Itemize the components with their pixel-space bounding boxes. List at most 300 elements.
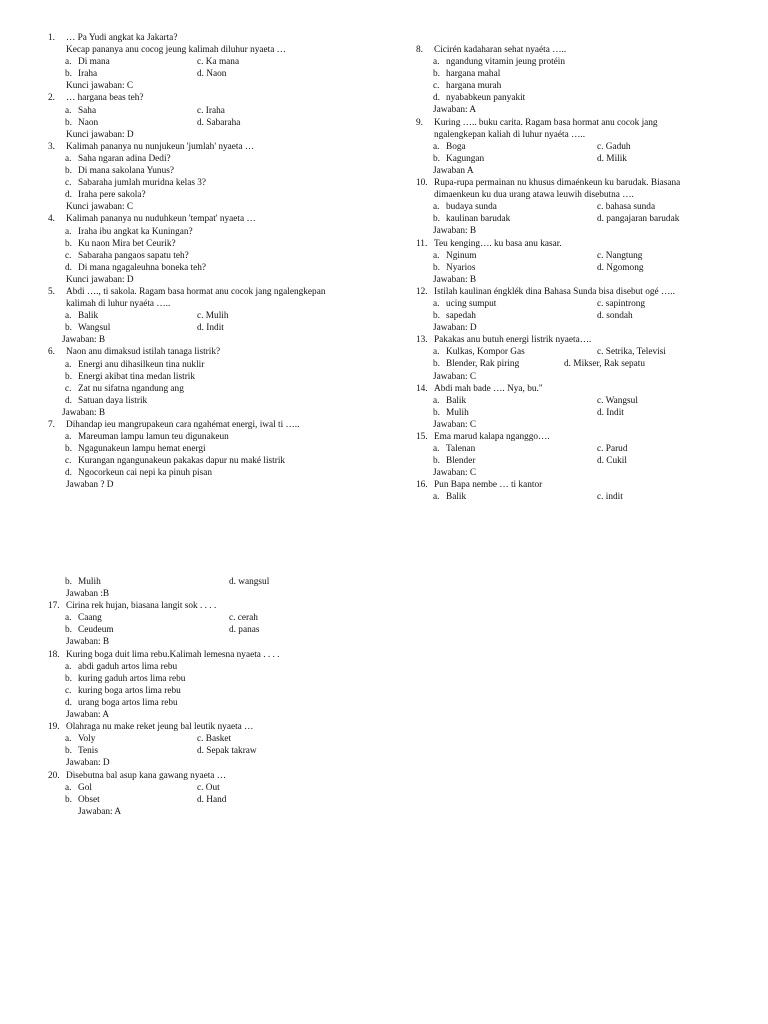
question-item <box>416 431 746 479</box>
option-letter: a. <box>433 141 440 152</box>
question-item <box>48 32 398 92</box>
option-row <box>48 371 398 383</box>
question-text: Teu kenging…. ku basa anu kasar. <box>434 238 562 249</box>
option-row <box>48 782 398 794</box>
option-row <box>48 310 398 322</box>
option-text: c. Setrika, Televisi <box>597 347 666 358</box>
option-letter: d. <box>65 468 72 479</box>
option-row <box>48 395 398 407</box>
question-item <box>416 334 746 382</box>
option-letter: a. <box>65 661 72 672</box>
option-row <box>48 455 398 467</box>
option-text: Energi anu dihasilkeun tina nuklir <box>78 359 205 370</box>
question-number: 11. <box>416 238 428 249</box>
question-item <box>48 213 398 286</box>
answer-text: Jawaban: A <box>66 710 110 721</box>
question-line <box>416 431 746 443</box>
answer-text: Jawaban ? D <box>66 480 114 491</box>
question-text: Naon anu dimaksud istilah tanaga listrik? <box>66 347 221 358</box>
option-text: d. Hand <box>197 794 227 805</box>
option-text: Blender <box>446 456 476 467</box>
option-row <box>48 685 398 697</box>
answer-text: Jawaban: C <box>433 419 477 430</box>
option-text: Balik <box>78 311 99 322</box>
option-letter: a. <box>65 105 72 116</box>
question-line <box>416 479 746 491</box>
option-row <box>416 250 746 262</box>
option-letter: a. <box>433 395 440 406</box>
option-letter: d. <box>65 190 72 201</box>
answer-key <box>48 806 398 818</box>
option-row <box>48 661 398 673</box>
option-text: Di mana ngagaleuhna boneka teh? <box>78 262 207 273</box>
option-letter: b. <box>65 238 72 249</box>
answer-text: Kunci jawaban: D <box>66 129 134 140</box>
answer-text: Jawaban: B <box>62 335 106 346</box>
option-row <box>48 383 398 395</box>
option-text: hargana murah <box>446 81 502 92</box>
question-item <box>48 770 398 818</box>
question-text: Cirina rek hujan, biasana langit sok . . . . <box>66 601 217 612</box>
option-text: Ngagunakeun lampu hemat energi <box>78 444 206 455</box>
option-row <box>416 153 746 165</box>
option-row <box>48 794 398 806</box>
answer-key <box>48 80 398 92</box>
answer-key <box>48 201 398 213</box>
option-letter: a. <box>433 202 440 213</box>
answer-text: Kunci jawaban: D <box>66 274 134 285</box>
left-column <box>48 32 398 492</box>
option-row <box>48 117 398 129</box>
question-line <box>48 213 398 225</box>
option-row <box>48 467 398 479</box>
option-row <box>416 455 746 467</box>
question-text: Abdi mah bade …. Nya, bu." <box>434 383 543 394</box>
question-number: 6. <box>48 347 55 358</box>
option-text: Blender, Rak piring <box>446 359 520 370</box>
option-row <box>48 624 398 636</box>
option-row <box>416 80 746 92</box>
question-text: Kalimah pananya nu nunjukeun 'jumlah' nyaeta … <box>66 141 255 152</box>
question-number: 18. <box>48 649 60 660</box>
option-row <box>48 177 398 189</box>
option-letter: b. <box>433 311 440 322</box>
option-text: c. Parud <box>597 444 628 455</box>
option-text: Ceudeum <box>78 625 114 636</box>
question-item <box>416 177 746 237</box>
question-text: kalimah di luhur nyaéta ….. <box>66 299 171 310</box>
option-text: c. Nangtung <box>597 250 643 261</box>
option-text: d. sondah <box>597 311 633 322</box>
option-text: d. Cukil <box>597 456 627 467</box>
option-text: hargana mahal <box>446 69 501 80</box>
question-number: 17. <box>48 601 60 612</box>
answer-key <box>416 165 746 177</box>
question-text: ngalengkepan kaliah di luhur nyaéta ….. <box>434 129 586 140</box>
question-line <box>48 298 398 310</box>
answer-text: Jawaban: A <box>78 806 122 817</box>
option-letter: b. <box>65 746 72 757</box>
option-text: d. panas <box>229 625 260 636</box>
question-line <box>48 649 398 661</box>
question-text: Kuring boga duit lima rebu.Kalimah lemesna nyaeta . . . . <box>66 649 280 660</box>
option-text: sapedah <box>446 311 476 322</box>
option-text: Mareuman lampu lamun teu digunakeun <box>78 432 229 443</box>
answer-key <box>48 588 398 600</box>
option-text: Saha ngaran adina Dedi? <box>78 153 171 164</box>
question-number: 2. <box>48 93 55 104</box>
option-letter: b. <box>65 673 72 684</box>
option-row <box>48 673 398 685</box>
option-text: d. Mikser, Rak sepatu <box>564 359 645 370</box>
question-number: 15. <box>416 432 428 442</box>
option-row <box>48 262 398 274</box>
question-line <box>48 141 398 153</box>
option-letter: b. <box>65 444 72 455</box>
answer-text: Jawaban: B <box>433 274 477 285</box>
question-number: 8. <box>416 45 423 55</box>
answer-text: Jawaban: D <box>433 323 477 334</box>
question-item <box>48 141 398 214</box>
question-item <box>416 383 746 431</box>
answer-key <box>48 334 398 346</box>
question-number: 14. <box>416 383 428 394</box>
question-line <box>416 177 746 189</box>
option-letter: c. <box>65 383 72 394</box>
option-text: d. Naon <box>197 69 227 80</box>
option-letter: a. <box>65 359 72 370</box>
option-text: Boga <box>446 141 466 152</box>
question-line <box>416 189 746 201</box>
option-text: c. bahasa sunda <box>597 202 656 213</box>
option-letter: b. <box>433 262 440 273</box>
answer-key <box>48 274 398 286</box>
option-row <box>48 68 398 80</box>
option-row <box>416 491 746 503</box>
question-item <box>416 479 746 503</box>
option-text: abdi gaduh artos lima rebu <box>78 661 178 672</box>
question-line <box>48 600 398 612</box>
option-letter: a. <box>433 250 440 261</box>
answer-text: Jawaban: C <box>433 468 477 479</box>
option-text: c. cerah <box>229 613 258 624</box>
option-row <box>48 105 398 117</box>
option-row <box>416 346 746 358</box>
option-row <box>416 310 746 322</box>
question-number: 13. <box>416 335 428 346</box>
option-text: c. Basket <box>197 734 232 745</box>
question-text: Pakakas anu butuh energi listrik nyaeta…. <box>434 335 592 346</box>
question-text: Kuring ….. buku carita. Ragam basa hormat anu cocok jang <box>434 117 658 128</box>
question-item <box>416 238 746 286</box>
option-text: Energi akibat tina medan listrik <box>78 371 196 382</box>
option-letter: b. <box>433 407 440 418</box>
option-text: Ngocorkeun cai nepi ka pinuh pisan <box>78 468 212 479</box>
option-text: Balik <box>446 492 467 503</box>
option-text: Iraha pere sakola? <box>78 190 146 201</box>
answer-key <box>416 419 746 431</box>
answer-text: Jawaban: B <box>433 226 477 237</box>
question-line <box>416 383 746 395</box>
question-item <box>48 346 398 419</box>
question-line <box>416 334 746 346</box>
option-row <box>416 395 746 407</box>
option-letter: a. <box>65 734 72 745</box>
question-number: 9. <box>416 117 423 128</box>
question-item <box>416 117 746 177</box>
option-text: Sabaraha pangaos sapatu teh? <box>78 250 189 261</box>
answer-text: Kunci jawaban: C <box>66 81 134 92</box>
question-line <box>416 117 746 129</box>
option-letter: b. <box>433 359 440 370</box>
option-letter: a. <box>433 444 440 455</box>
option-row <box>48 733 398 745</box>
option-text: Kurangan ngangunakeun pakakas dapur nu maké listrik <box>78 456 286 467</box>
option-text: c. Wangsul <box>597 395 638 406</box>
option-text: Iraha ibu angkat ka Kuningan? <box>78 226 193 237</box>
question-text: dimaenkeun ku dua urang atawa leuwih disebutna …. <box>434 190 634 201</box>
question-line <box>48 721 398 733</box>
bottom-column <box>48 576 398 818</box>
answer-text: Jawaban :B <box>66 589 110 600</box>
question-number: 3. <box>48 141 55 152</box>
option-row <box>48 431 398 443</box>
answer-text: Jawaban: A <box>433 105 477 116</box>
option-letter: b. <box>65 323 72 334</box>
option-letter: a. <box>65 311 72 322</box>
question-text: Istilah kaulinan éngklék dina Bahasa Sunda bisa disebut ogé ….. <box>434 286 675 297</box>
option-letter: c. <box>433 81 440 92</box>
answer-key <box>48 407 398 419</box>
answer-key <box>48 757 398 769</box>
option-row <box>416 56 746 68</box>
question-text: Disebutna bal asup kana gawang nyaeta … <box>66 770 227 781</box>
option-row <box>48 56 398 68</box>
option-text: c. Ka mana <box>197 57 240 68</box>
option-letter: a. <box>65 226 72 237</box>
option-row <box>48 697 398 709</box>
option-text: d. Milik <box>597 153 627 164</box>
question-item <box>48 92 398 140</box>
option-letter: b. <box>65 794 72 805</box>
question-text: Pun Bapa nembe … ti kantor <box>434 480 543 491</box>
option-row <box>416 407 746 419</box>
option-text: Di mana sakolana Yunus? <box>78 166 174 177</box>
question-number: 19. <box>48 722 60 733</box>
option-text: d. Sabaraha <box>197 117 241 128</box>
question-line <box>48 44 398 56</box>
option-text: d. pangajaran barudak <box>597 214 680 225</box>
answer-key <box>416 274 746 286</box>
option-letter: c. <box>65 178 72 189</box>
option-letter: a. <box>433 492 440 503</box>
option-text: Tenis <box>78 746 99 757</box>
option-letter: b. <box>433 456 440 467</box>
question-item <box>48 649 398 722</box>
option-row <box>48 359 398 371</box>
question-text: Rupa-rupa permainan nu khusus dimaénkeun ku barudak. Biasana <box>434 178 681 189</box>
option-letter: c. <box>65 250 72 261</box>
option-row <box>416 262 746 274</box>
option-letter: b. <box>65 371 72 382</box>
option-row <box>416 141 746 153</box>
option-letter: a. <box>65 782 72 793</box>
question-item <box>48 576 398 600</box>
answer-text: Jawaban: C <box>433 371 477 382</box>
option-row <box>416 443 746 455</box>
question-text: Olahraga nu make reket jeung bal leutik nyaeta … <box>66 722 254 733</box>
question-text: Kecap pananya anu cocog jeung kalimah diluhur nyaeta … <box>66 45 286 56</box>
option-letter: a. <box>65 57 72 68</box>
option-text: Gol <box>78 782 92 793</box>
option-text: Mulih <box>78 577 101 587</box>
question-text: Kalimah pananya nu nuduhkeun 'tempat' nyaeta … <box>66 214 256 225</box>
question-number: 5. <box>48 286 55 297</box>
option-row <box>48 238 398 250</box>
option-text: Nginum <box>446 250 477 261</box>
question-item <box>48 419 398 492</box>
option-letter: b. <box>65 117 72 128</box>
option-row <box>48 226 398 238</box>
option-text: kuring gaduh artos lima rebu <box>78 673 186 684</box>
option-text: urang boga artos lima rebu <box>78 697 178 708</box>
option-text: Mulih <box>446 407 469 418</box>
option-text: c. sapintrong <box>597 298 646 309</box>
option-text: d. wangsul <box>229 577 270 587</box>
option-row <box>48 443 398 455</box>
answer-key <box>416 225 746 237</box>
option-text: c. Gaduh <box>597 141 631 152</box>
option-letter: b. <box>65 69 72 80</box>
answer-key <box>48 636 398 648</box>
option-text: d. Sepak takraw <box>197 746 257 757</box>
option-text: d. Indit <box>597 407 624 418</box>
question-number: 12. <box>416 286 428 297</box>
option-text: kaulinan barudak <box>446 214 511 225</box>
option-letter: d. <box>65 262 72 273</box>
right-column <box>416 44 746 504</box>
question-item <box>48 721 398 769</box>
question-number: 1. <box>48 33 55 43</box>
option-letter: c. <box>65 456 72 467</box>
option-text: Ku naon Mira bet Ceurik? <box>78 238 176 249</box>
option-text: Voly <box>78 734 96 745</box>
option-letter: b. <box>433 153 440 164</box>
option-text: Balik <box>446 395 467 406</box>
question-line <box>48 32 398 44</box>
question-number: 20. <box>48 770 60 781</box>
question-text: … hargana beas teh? <box>66 93 144 104</box>
question-item <box>416 286 746 334</box>
answer-key <box>416 467 746 479</box>
question-line <box>48 419 398 431</box>
option-row <box>48 745 398 757</box>
question-line <box>416 286 746 298</box>
option-letter: d. <box>65 395 72 406</box>
option-text: d. Ngomong <box>597 262 644 273</box>
option-text: Sabaraha jumlah muridna kelas 3? <box>78 178 207 189</box>
option-row <box>48 576 398 588</box>
option-text: Talenan <box>446 444 476 455</box>
option-text: budaya sunda <box>446 202 497 213</box>
option-row <box>48 612 398 624</box>
option-row <box>416 92 746 104</box>
option-text: Di mana <box>78 57 110 68</box>
option-row <box>416 213 746 225</box>
option-row <box>48 322 398 334</box>
question-number: 7. <box>48 420 55 430</box>
question-line <box>48 346 398 358</box>
option-text: Caang <box>78 613 102 624</box>
answer-text: Jawaban: B <box>66 637 110 648</box>
option-text: Naon <box>78 117 99 128</box>
option-letter: b. <box>65 166 72 177</box>
question-number: 10. <box>416 178 428 189</box>
answer-key <box>48 479 398 491</box>
option-row <box>416 68 746 80</box>
answer-key <box>48 709 398 721</box>
option-row <box>48 189 398 201</box>
option-letter: b. <box>65 577 72 587</box>
question-line <box>416 129 746 141</box>
answer-key <box>48 129 398 141</box>
option-text: Kagungan <box>446 153 485 164</box>
option-letter: d. <box>433 93 440 104</box>
option-text: Wangsul <box>78 323 111 334</box>
option-text: c. indit <box>597 492 623 503</box>
option-text: Zat nu sifatna ngandung ang <box>78 383 184 394</box>
answer-key <box>416 322 746 334</box>
answer-text: Kunci jawaban: C <box>66 202 134 213</box>
question-text: Cicirén kadaharan sehat nyaéta ….. <box>434 45 567 55</box>
question-item <box>48 600 398 648</box>
question-line <box>48 286 398 298</box>
option-letter: b. <box>65 625 72 636</box>
option-row <box>416 201 746 213</box>
option-letter: a. <box>65 432 72 443</box>
option-text: ucing sumput <box>446 298 497 309</box>
question-number: 4. <box>48 214 55 225</box>
option-text: Saha <box>78 105 97 116</box>
answer-key <box>416 104 746 116</box>
option-text: Iraha <box>78 69 98 80</box>
option-row <box>416 298 746 310</box>
option-row <box>48 165 398 177</box>
question-line <box>48 92 398 104</box>
option-text: c. Mulih <box>197 311 229 322</box>
question-line <box>48 770 398 782</box>
answer-text: Jawaban: B <box>62 407 106 418</box>
option-text: kuring boga artos lima rebu <box>78 685 181 696</box>
option-text: d. Indit <box>197 323 224 334</box>
option-row <box>48 153 398 165</box>
option-letter: a. <box>65 613 72 624</box>
question-text: Ema marud kalapa nganggo…. <box>434 432 550 442</box>
question-line <box>416 44 746 56</box>
option-text: c. Iraha <box>197 105 225 116</box>
option-letter: b. <box>433 69 440 80</box>
option-text: c. Out <box>197 782 220 793</box>
question-item <box>416 44 746 117</box>
question-text: Dihandap ieu mangrupakeun cara ngahémat energi, iwal ti ….. <box>66 420 300 430</box>
option-text: nyababkeun panyakit <box>446 93 526 104</box>
option-text: Nyarios <box>446 262 476 273</box>
option-text: Obset <box>78 794 100 805</box>
question-line <box>416 238 746 250</box>
question-number: 16. <box>416 480 428 491</box>
answer-text: Jawaban A <box>433 165 474 176</box>
answer-key <box>416 371 746 383</box>
